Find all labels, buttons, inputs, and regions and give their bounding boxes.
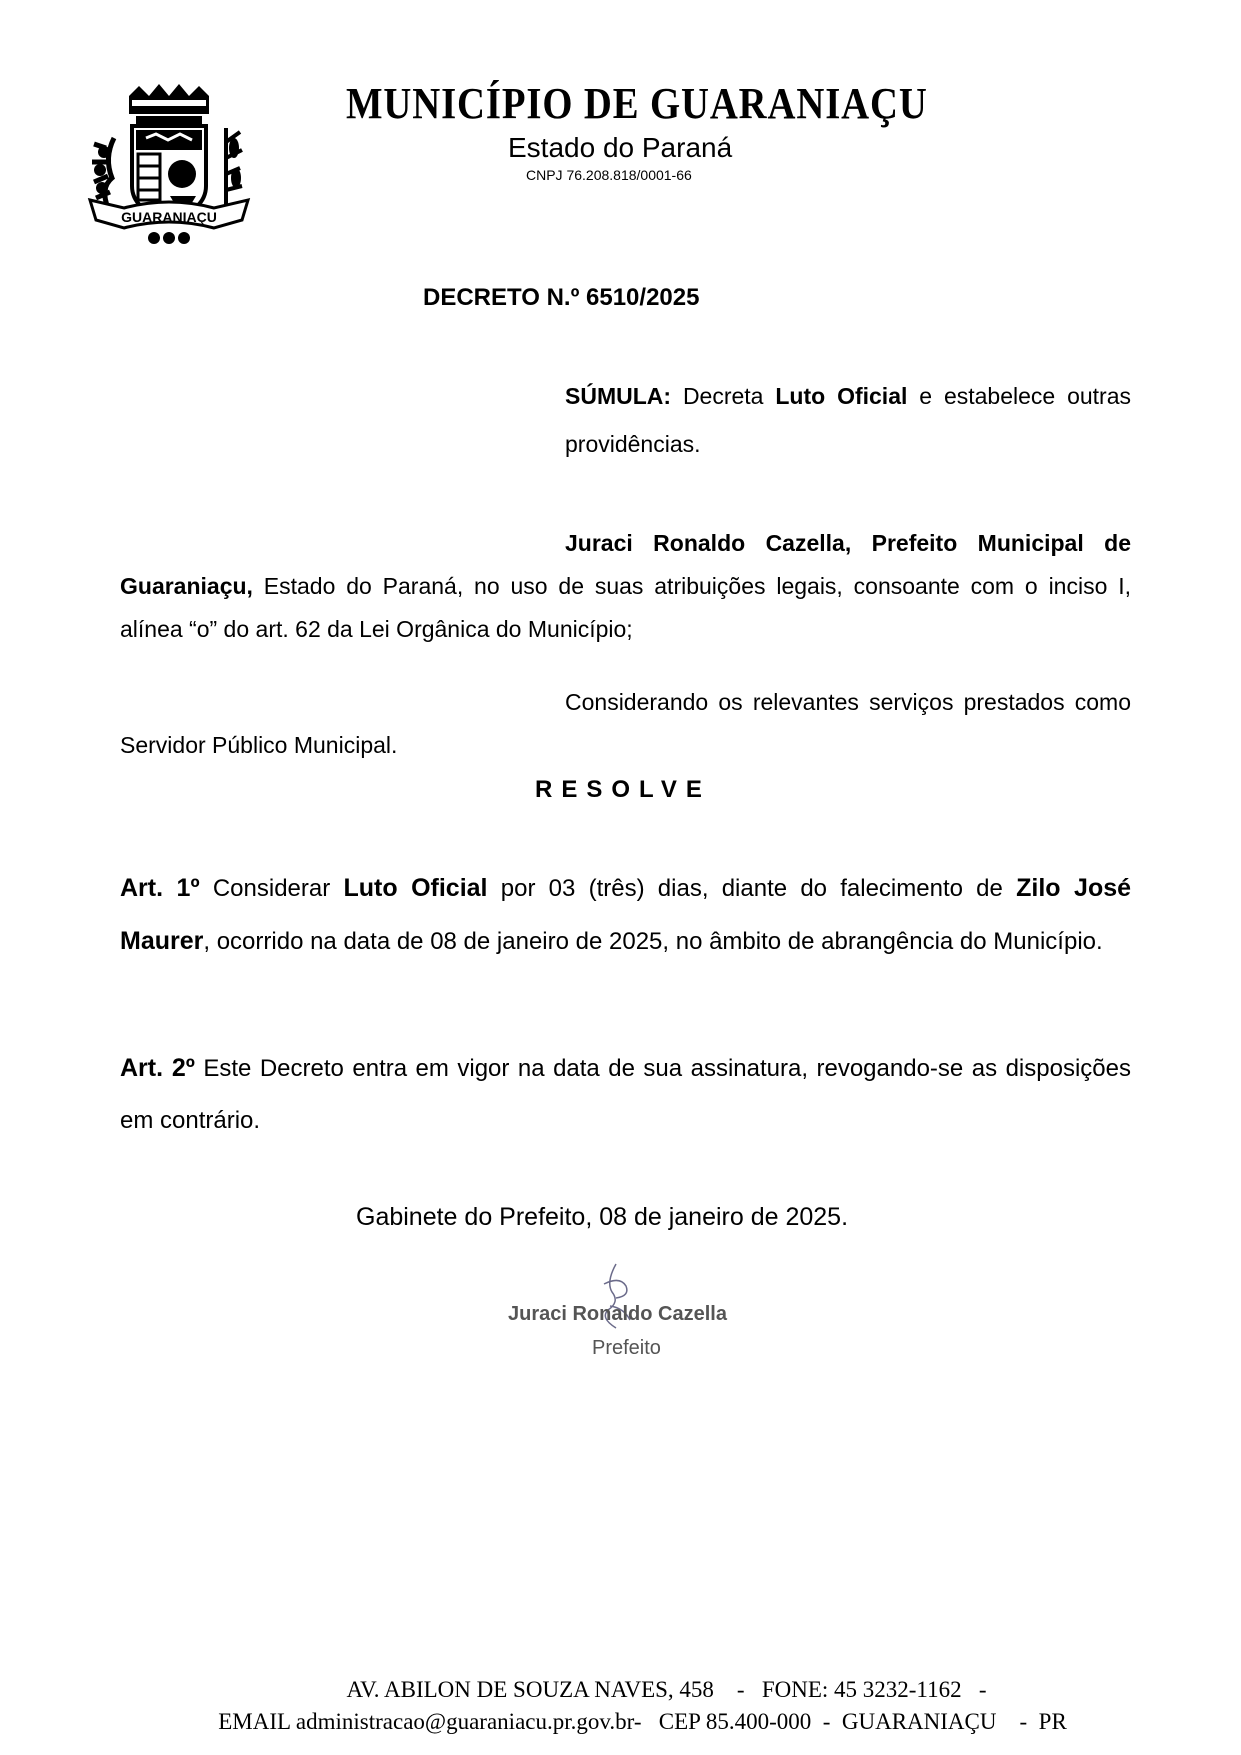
article-2-label: Art. 2º: [120, 1054, 195, 1082]
article-1: [120, 862, 1131, 968]
article-1-bold-1: Luto Oficial: [343, 874, 488, 902]
footer-address: AV. ABILON DE SOUZA NAVES, 458 - FONE: 45 3232-1162 -: [346, 1677, 987, 1702]
considering-paragraph: Considerando os relevantes serviços prestados como Servidor Público Municipal.: [120, 689, 1131, 758]
decree-title: DECRETO N.º 6510/2025: [423, 284, 700, 311]
signer-role: Prefeito: [592, 1337, 661, 1359]
municipality-title: MUNICÍPIO DE GUARANIAÇU: [346, 79, 928, 128]
article-1-text-3: , ocorrido na data de 08 de janeiro de 2025, no âmbito de abrangência do Município.: [203, 928, 1103, 955]
cnpj-number: CNPJ 76.208.818/0001-66: [526, 167, 692, 183]
article-1-text-2: por 03 (três) dias, diante do falecimento de: [500, 875, 1003, 902]
summary-text-2: e estabelece outras providências.: [565, 383, 1132, 457]
state-name: Estado do Paraná: [508, 132, 733, 163]
intro-paragraph: [120, 522, 1131, 651]
place-and-date: Gabinete do Prefeito, 08 de janeiro de 2025.: [356, 1203, 849, 1231]
footer-contact: EMAIL administracao@guaraniacu.pr.gov.br- CEP 85.400-000 - GUARANIAÇU - PR: [218, 1709, 1067, 1734]
article-2-text: Este Decreto entra em vigor na data de sua assinatura, revogando-se as disposições em contrário.: [120, 1055, 1131, 1134]
summary-text-1: Decreta: [682, 383, 764, 409]
signer-name: Juraci Ronaldo Cazella: [508, 1303, 727, 1325]
article-1-bold-2: Zilo José Maurer: [120, 874, 1132, 955]
article-2: [120, 1042, 1131, 1147]
decree-summary: [565, 372, 1131, 468]
intro-bold: Juraci Ronaldo Cazella, Prefeito Municipal de Guaraniaçu,: [120, 530, 1131, 599]
article-1-label: Art. 1º: [120, 874, 200, 902]
summary-label: SÚMULA:: [565, 383, 672, 409]
summary-bold: Luto Oficial: [775, 383, 908, 409]
municipal-crest-logo: [84, 78, 254, 248]
resolve-heading: RESOLVE: [535, 776, 711, 803]
intro-text: Estado do Paraná, no uso de suas atribuições legais, consoante com o inciso I, alínea “o” do art. 62 da Lei Orgânica do Município;: [120, 573, 1131, 642]
article-1-text-1: Considerar: [212, 875, 331, 902]
svg-text:GUARANIAÇU: GUARANIAÇU: [121, 209, 217, 225]
